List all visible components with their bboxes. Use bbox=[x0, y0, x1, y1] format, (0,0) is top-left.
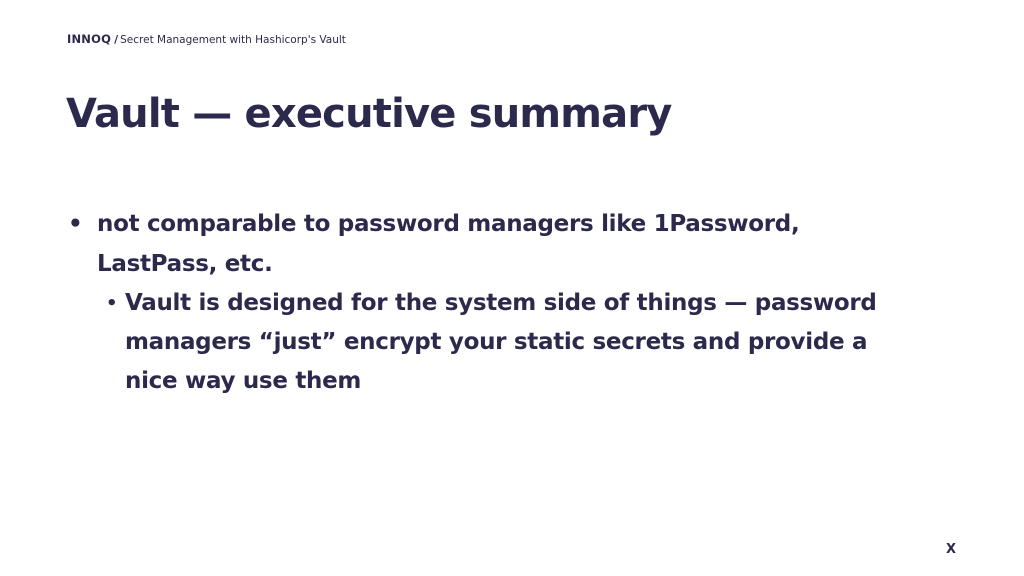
bullet-item bbox=[66, 204, 926, 401]
sub-bullet-item bbox=[97, 284, 885, 401]
slide-title: Vault — executive summary bbox=[66, 91, 672, 137]
sub-bullet-list bbox=[97, 284, 926, 401]
presentation-subtitle: Secret Management with Hashicorp's Vault bbox=[120, 34, 346, 46]
bullet-list bbox=[66, 204, 926, 401]
bullet-text: not comparable to password managers like 1Password, LastPass, etc. bbox=[97, 211, 800, 277]
brand-logo: INNOQ bbox=[67, 32, 112, 46]
breadcrumb-separator: / bbox=[114, 33, 119, 46]
corner-x-mark[interactable]: X bbox=[946, 542, 957, 557]
bullet-dot-icon: • bbox=[68, 211, 83, 237]
sub-bullet-dot-icon: • bbox=[106, 293, 118, 314]
slide-header bbox=[67, 32, 346, 47]
sub-bullet-text: Vault is designed for the system side of things — password managers “just” encrypt your static secrets and provide a nice way use them bbox=[125, 290, 877, 394]
